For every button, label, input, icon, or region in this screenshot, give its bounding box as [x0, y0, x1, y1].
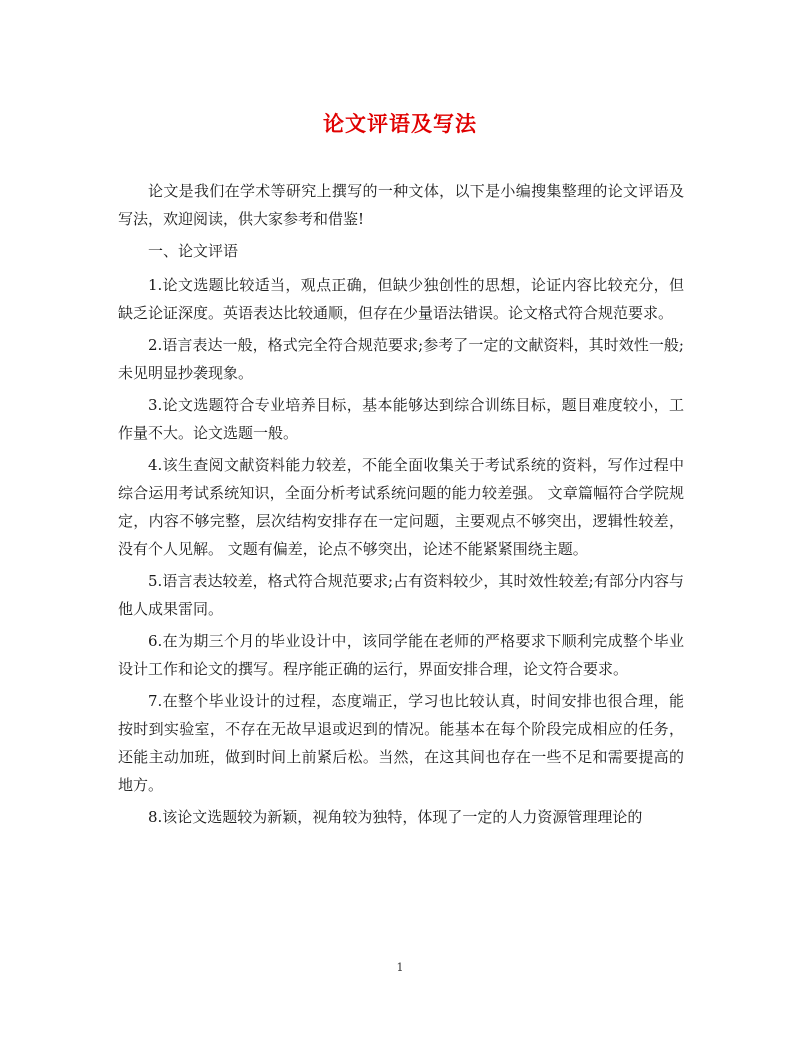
section-heading: 一、论文评语	[148, 242, 239, 260]
comment-paragraph: 6.在为期三个月的毕业设计中，该同学能在老师的严格要求下顺利完成整个毕业设计工作和论文的撰写。程序能正确的运行，界面安排合理，论文符合要求。	[118, 632, 684, 678]
comment-paragraph: 4.该生查阅文献资料能力较差，不能全面收集关于考试系统的资料，写作过程中综合运用考试系统知识，全面分析考试系统问题的能力较差强。 文章篇幅符合学院规定，内容不够完整，层次结构安排存在一定问题，主要观点不够突出，逻辑性较差，没有个人见解。 文题有偏差，论点不够突出，论述不能紧紧围绕主题。	[118, 456, 684, 558]
comment-paragraph: 3.论文选题符合专业培养目标，基本能够达到综合训练目标，题目难度较小，工作量不大。论文选题一般。	[118, 396, 684, 442]
comment-paragraph: 7.在整个毕业设计的过程，态度端正，学习也比较认真，时间安排也很合理，能按时到实验室，不存在无故早退或迟到的情况。能基本在每个阶段完成相应的任务，还能主动加班，做到时间上前紧后松。当然，在这其间也存在一些不足和需要提高的地方。	[118, 692, 684, 794]
comment-paragraph: 1.论文选题比较适当，观点正确，但缺少独创性的思想，论证内容比较充分，但缺乏论证深度。英语表达比较通顺，但存在少量语法错误。论文格式符合规范要求。	[118, 276, 684, 322]
comment-paragraph: 2.语言表达一般，格式完全符合规范要求;参考了一定的文献资料，其时效性一般;未见明显抄袭现象。	[118, 336, 684, 382]
intro-paragraph: 论文是我们在学术等研究上撰写的一种文体，以下是小编搜集整理的论文评语及写法，欢迎阅读，供大家参考和借鉴!	[118, 182, 684, 228]
document-body	[118, 177, 684, 835]
comment-paragraph: 8.该论文选题较为新颖，视角较为独特，体现了一定的人力资源管理理论的	[148, 808, 643, 826]
page-number: 1	[396, 961, 404, 974]
comment-paragraph: 5.语言表达较差，格式符合规范要求;占有资料较少，其时效性较差;有部分内容与他人成果雷同。	[118, 572, 684, 618]
document-title: 论文评语及写法	[323, 111, 477, 136]
